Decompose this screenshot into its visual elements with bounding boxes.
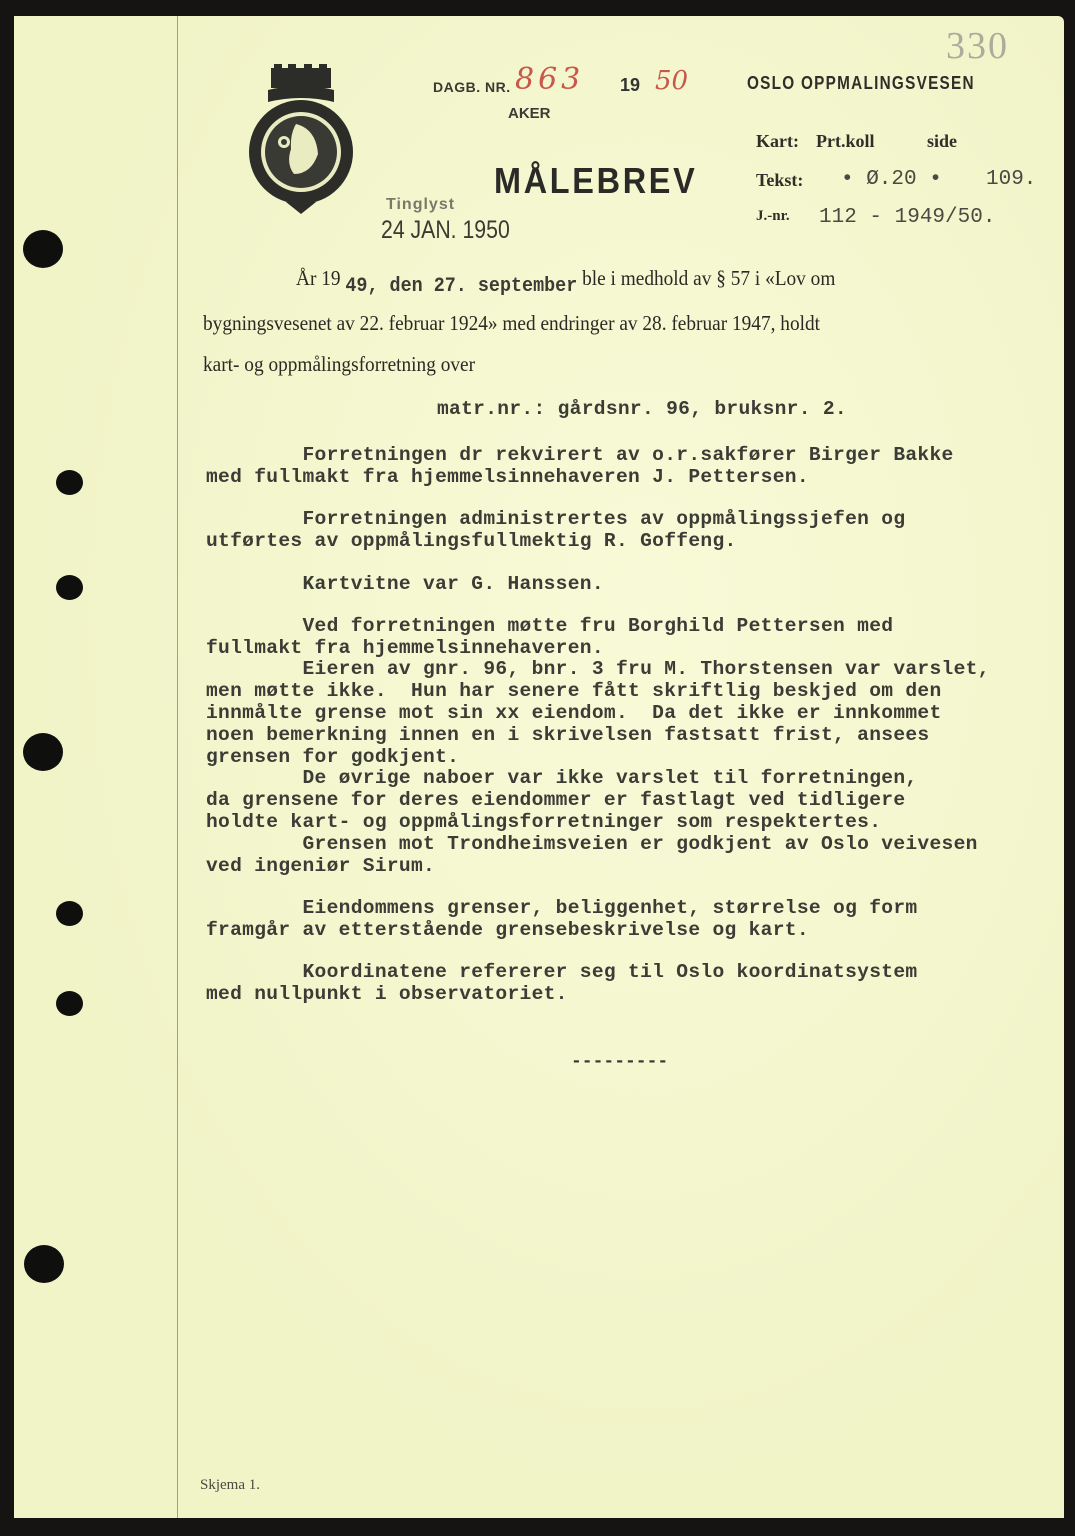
dagb-nr-label: DAGB. NR. [433, 79, 511, 95]
punch-hole [23, 733, 63, 771]
jnr-value: 112 - 1949/50. [819, 206, 996, 229]
para-2-line-1: Forretningen administrertes av oppmålingssjefen og [206, 508, 906, 530]
matrikkel-number: matr.nr.: gårdsnr. 96, bruksnr. 2. [437, 398, 847, 420]
margin-line [177, 16, 178, 1518]
para-5-line-2: framgår av etterstående grensebeskrivelse og kart. [206, 919, 809, 941]
para-6-line-2: med nullpunkt i observatoriet. [206, 983, 568, 1005]
intro-line-1 [296, 266, 836, 298]
form-footer: Skjema 1. [200, 1477, 260, 1493]
para-4-line-11: Grensen mot Trondheimsveien er godkjent av Oslo veivesen [206, 833, 978, 855]
para-1-line-2: med fullmakt fra hjemmelsinnehaveren J. Pettersen. [206, 466, 809, 488]
kart-value: Prt.koll [816, 131, 875, 151]
para-1-line-1: Forretningen dr rekvirert av o.r.sakfører Birger Bakke [206, 444, 954, 466]
para-4-line-3: Eieren av gnr. 96, bnr. 3 fru M. Thorstensen var varslet, [206, 658, 990, 680]
para-2-line-2: utførtes av oppmålingsfullmektig R. Goffeng. [206, 530, 737, 552]
para-4-line-8: De øvrige naboer var ikke varslet til forretningen, [206, 767, 918, 789]
punch-hole [56, 901, 83, 926]
punch-hole [23, 230, 63, 268]
intro-year-prefix: År 19 [296, 266, 341, 290]
intro-line-2: bygningsvesenet av 22. februar 1924» med endringer av 28. februar 1947, holdt [203, 311, 821, 335]
tekst-side-value: 109. [986, 168, 1037, 191]
para-4-line-2: fullmakt fra hjemmelsinnehaveren. [206, 637, 604, 659]
tekst-label: Tekst: [756, 170, 804, 190]
dagb-year-stamp: 19 [620, 75, 641, 95]
kart-label: Kart: [756, 131, 799, 151]
side-label: side [927, 131, 958, 151]
para-4-line-9: da grensene for deres eiendommer er fastlagt ved tidligere [206, 789, 906, 811]
page-number: 330 [946, 25, 1009, 67]
intro-line-3: kart- og oppmålingsforretning over [203, 352, 476, 376]
para-4-line-4: men møtte ikke. Hun har senere fått skriftlig beskjed om den [206, 680, 942, 702]
para-4-line-1: Ved forretningen møtte fru Borghild Pettersen med [206, 615, 894, 637]
intro-line-1-rest: ble i medhold av § 57 i «Lov om [582, 266, 836, 290]
punch-hole [56, 991, 83, 1016]
punch-hole [56, 575, 83, 600]
para-4-line-5: innmålte grense mot sin xx eiendom. Da det ikke er innkommet [206, 702, 942, 724]
para-4-line-6: noen bemerkning innen en i skrivelsen fastsatt frist, ansees [206, 724, 930, 746]
intro-date-typed: 49, den 27. september [345, 275, 578, 298]
para-3-line-1: Kartvitne var G. Hanssen. [206, 573, 604, 595]
dagb-year-handwritten: 50 [655, 66, 689, 96]
document-title: MÅLEBREV [494, 160, 698, 201]
para-4-line-10: holdte kart- og oppmålingsforretninger som respektertes. [206, 811, 882, 833]
organization-name: OSLO OPPMALINGSVESEN [747, 73, 975, 93]
registration-stamp-text: Tinglyst [386, 196, 456, 213]
end-dashes: --------- [571, 1052, 669, 1072]
para-5-line-1: Eiendommens grenser, beliggenhet, størrelse og form [206, 897, 918, 919]
jnr-label: J.-nr. [756, 208, 790, 224]
registration-stamp-date: 24 JAN. 1950 [381, 216, 510, 244]
punch-hole [56, 470, 83, 495]
para-6-line-1: Koordinatene refererer seg til Oslo koordinatsystem [206, 961, 918, 983]
district-label: AKER [508, 105, 551, 122]
oslo-coat-of-arms-icon [246, 64, 356, 214]
para-4-line-7: grensen for godkjent. [206, 746, 460, 768]
dagb-number-handwritten: 863 [515, 62, 585, 97]
para-4-line-12: ved ingeniør Sirum. [206, 855, 436, 877]
punch-hole [24, 1245, 64, 1283]
tekst-protocol-value: • Ø.20 • [841, 168, 942, 191]
